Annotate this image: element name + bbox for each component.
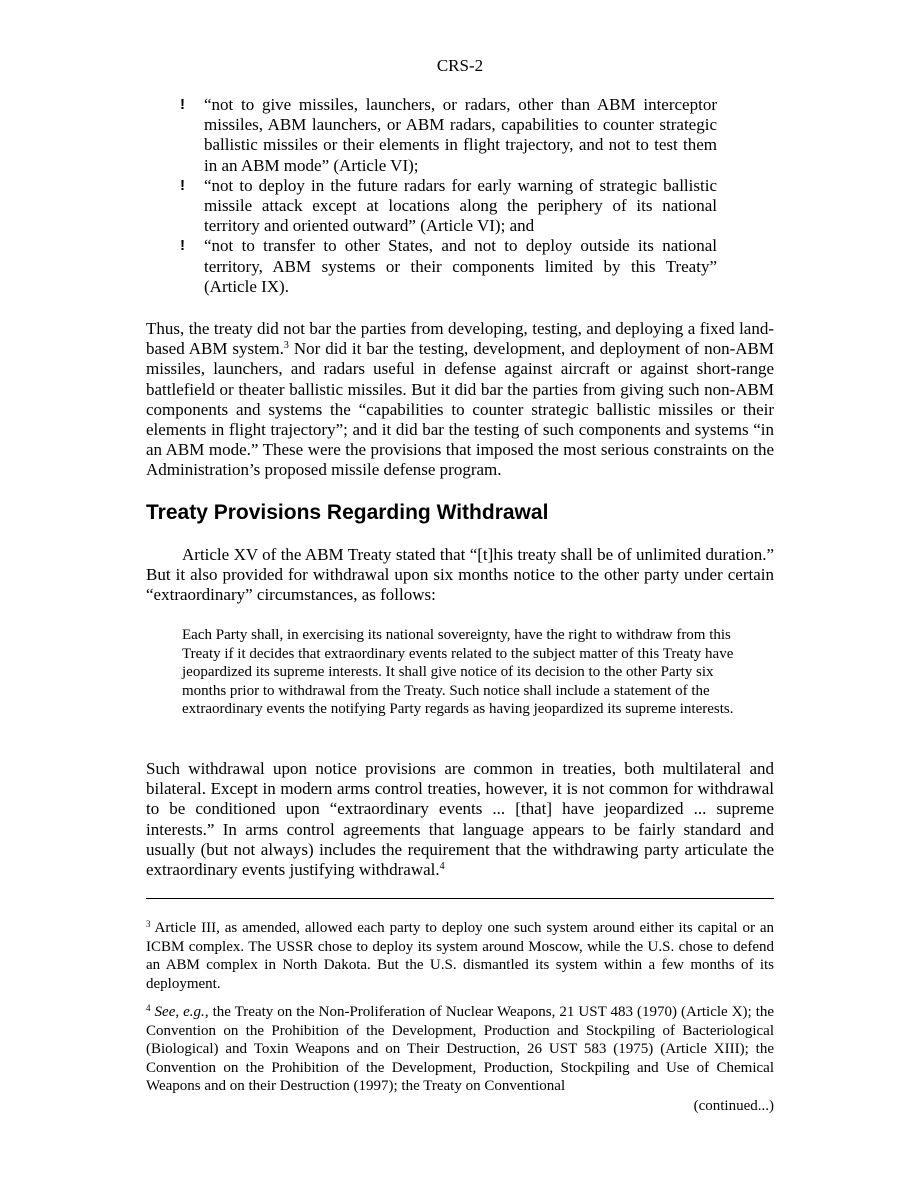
body-paragraph-2: Article XV of the ABM Treaty stated that “[t]his treaty shall be of unlimited duration.” But it also provided for withdrawal upon six months notice to the other party under certain “extraordinary” circumstances, as follows: [146, 545, 774, 605]
block-quote: Each Party shall, in exercising its national sovereignty, have the right to withdraw from this Treaty if it decides that extraordinary events related to the subject matter of this Treaty have jeopardized its supreme interests. It shall give notice of its decision to the other Party six months prior to withdrawal from the Treaty. Such notice shall include a statement of the extraordinary events the notifying Party regards as having jeopardized its supreme interests. [182, 627, 734, 718]
list-item-text: “not to transfer to other States, and not to deploy outside its national territory, ABM systems or their components limited by this Treaty” (Article IX). [204, 236, 717, 296]
list-item-text: “not to give missiles, launchers, or radars, other than ABM interceptor missiles, ABM launchers, or ABM radars, capabilities to counter strategic ballistic missiles or their elements in flight trajectory, and not to test them in an ABM mode” (Article VI); [204, 95, 717, 175]
paragraph-text: Nor did it bar the testing, development, and deployment of non-ABM missiles, launchers, and radars useful in defense against aircraft or against short-range battlefield or theater ballistic missiles. But it did bar the parties from giving such non-ABM components and systems the “capabilities to counter strategic ballistic missiles or their elements in flight trajectory”; and it did bar the testing of such components and systems “in an ABM mode.” These were the provisions that imposed the most serious constraints on the Administration’s proposed missile defense program. [146, 339, 774, 480]
footnote-text: Article III, as amended, allowed each party to deploy one such system around either its capital or an ICBM complex. The USSR chose to deploy its system around Moscow, while the U.S. chose to defend an ABM complex in North Dakota. But the U.S. dismantled its system within a few months of its deployment. [146, 920, 774, 992]
footnote-ref-3[interactable]: 3 [283, 340, 289, 352]
list-item [180, 176, 717, 237]
list-item [180, 95, 717, 176]
body-paragraph-1 [146, 319, 774, 481]
footnote-text: , the Treaty on the Non-Proliferation of Nuclear Weapons, 21 UST 483 (1970) (Article X); the Convention on the Prohibition of the Development, Production and Stockpiling of Bacteriological (Biological) and Toxin Weapons and on Their Destruction, 26 UST 583 (1975) (Article XIII); the Convention on the Prohibition of the Development, Production, Stockpiling and Use of Chemical Weapons and on their Destruction (1997); the Treaty on Conventional [146, 1004, 775, 1095]
paragraph-text: Such withdrawal upon notice provisions are common in treaties, both multilateral and bilateral. Except in modern arms control treaties, however, it is not common for withdrawal to be conditioned upon “extraordinary events ... [that] have jeopardized ... supreme interests.” In arms control agreements that language appears to be fairly standard and usually (but not always) includes the requirement that the withdrawing party articulate the extraordinary events justifying withdrawal. [146, 759, 774, 880]
treaty-obligations-list [180, 95, 717, 297]
footnote-signal-eg: e.g. [183, 1004, 205, 1020]
footnote-number: 4 [146, 1003, 151, 1013]
paragraph-text: Thus, the treaty did not bar the parties from developing, testing, and deploying a fixed land-based ABM system. [146, 319, 774, 359]
page-header: CRS-2 [436, 56, 484, 75]
bullet-marker-icon: ! [180, 96, 185, 113]
bullet-marker-icon: ! [180, 237, 185, 255]
footnote-4 [146, 1003, 774, 1096]
continued-label: (continued...) [693, 1098, 774, 1114]
body-paragraph-3 [146, 759, 774, 880]
section-heading: Treaty Provisions Regarding Withdrawal [146, 501, 549, 524]
footnote-ref-4[interactable]: 4 [439, 861, 445, 873]
list-item-text: “not to deploy in the future radars for early warning of strategic ballistic missile attack except at locations along the periphery of its national territory and oriented outward” (Article VI); and [204, 175, 717, 236]
list-item [180, 236, 717, 297]
bullet-marker-icon: ! [180, 176, 185, 194]
footnote-separator: , [175, 1004, 184, 1020]
footnote-3 [146, 919, 774, 993]
footnote-number: 3 [146, 919, 151, 929]
footnote-divider [146, 898, 774, 899]
footnote-signal-see: See [154, 1004, 176, 1020]
